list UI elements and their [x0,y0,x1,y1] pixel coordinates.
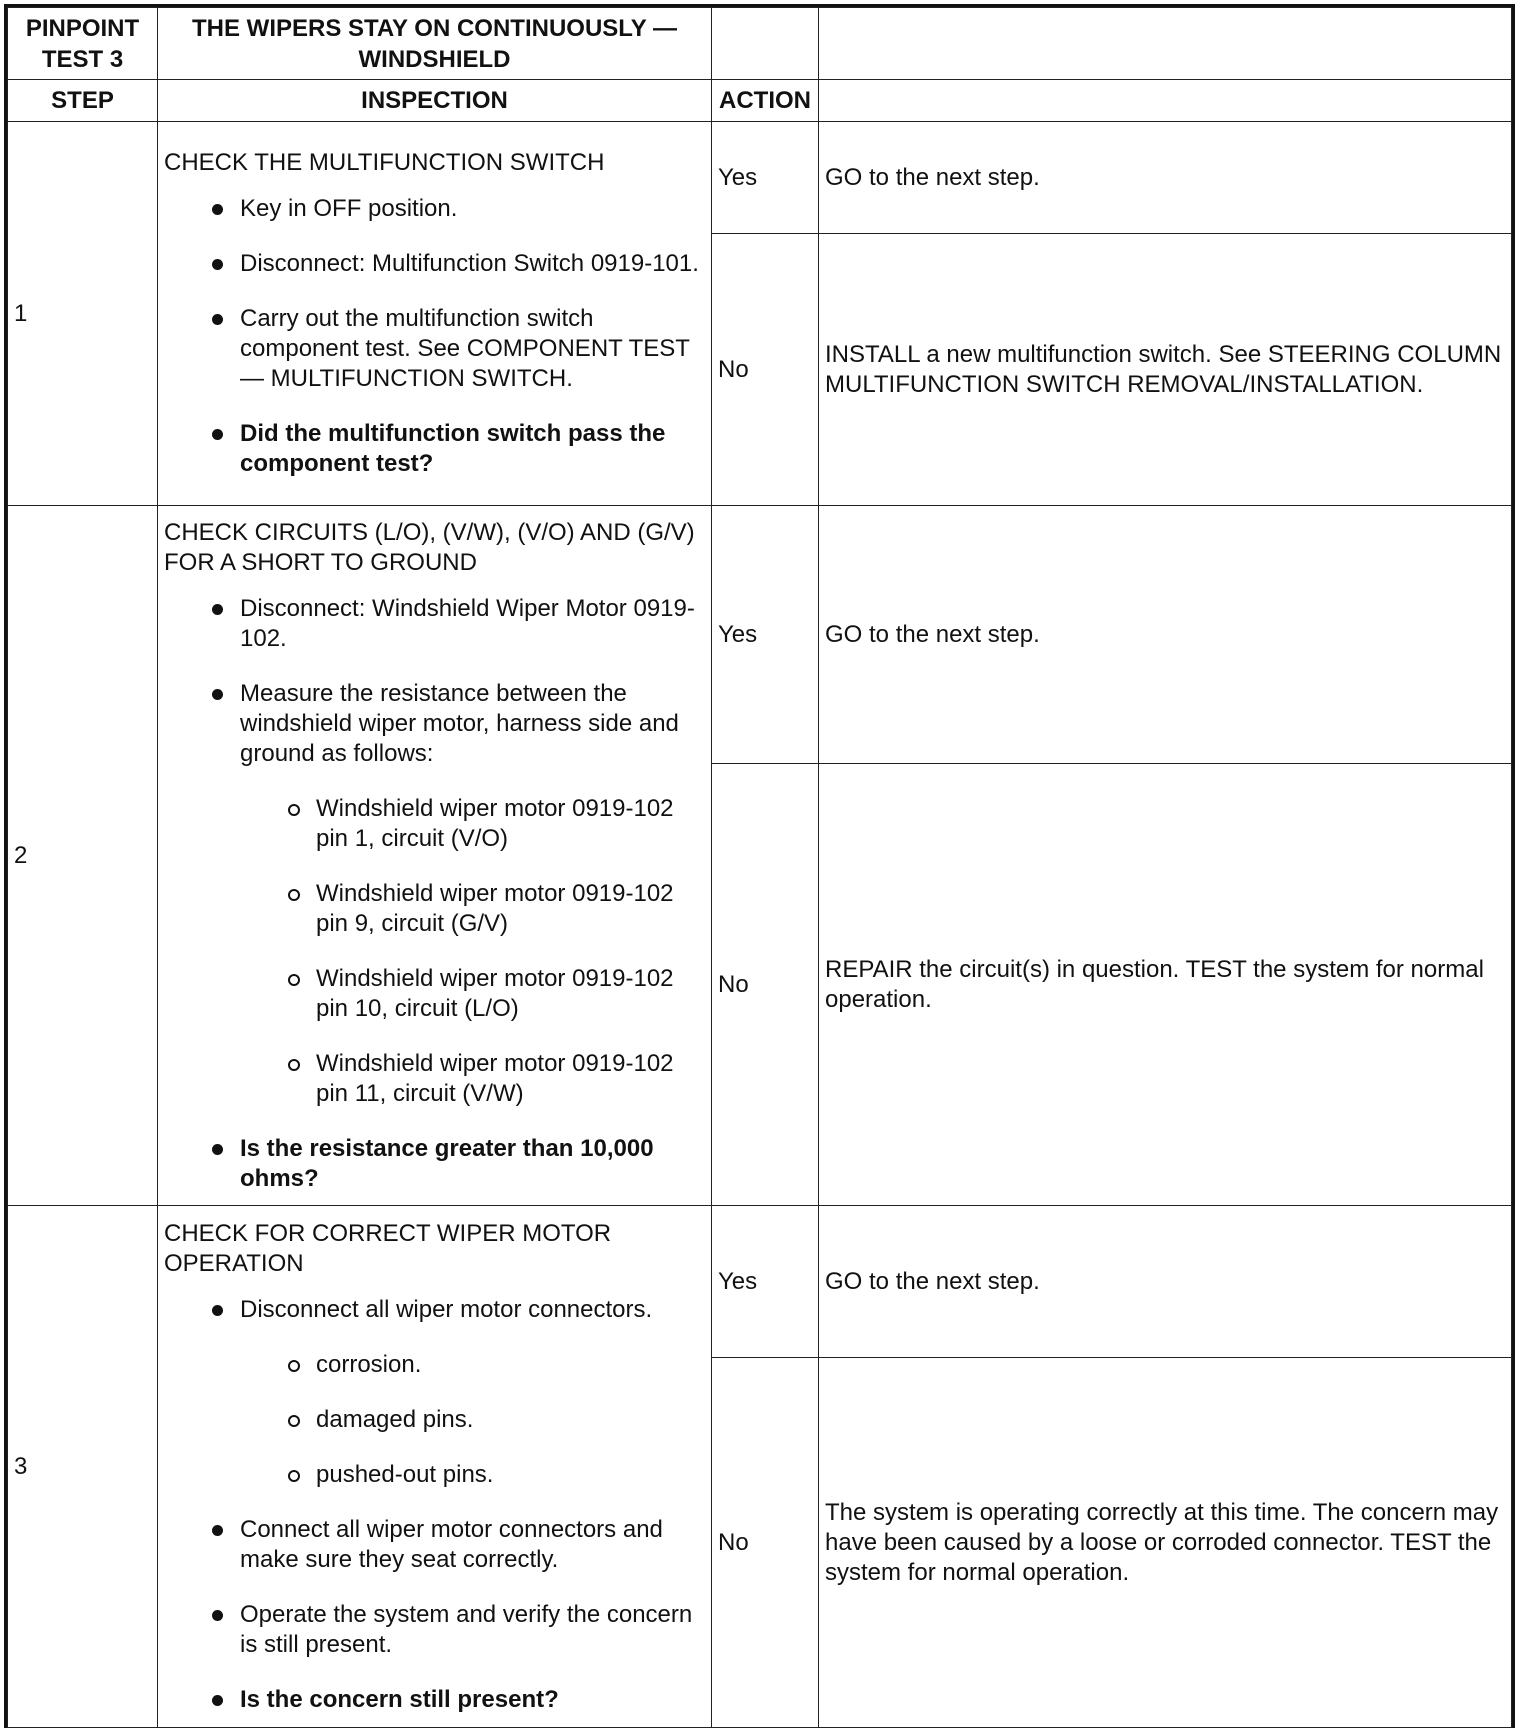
pinpoint-test-table [7,7,1512,1728]
yes-label: Yes [712,506,819,764]
no-label: No [712,764,819,1206]
yes-action: GO to the next step. [819,122,1512,234]
step-1-yes-row [8,122,1512,234]
step-3-inspection [158,1206,712,1728]
sub-bullet-item: corrosion. [164,1350,705,1380]
col-action-header: ACTION [712,80,819,122]
bullet-item: Disconnect: Multifunction Switch 0919-101. [164,249,705,279]
bullet-item: Carry out the multifunction switch component test. See COMPONENT TEST — MULTIFUNCTION SWITCH. [164,304,705,394]
bullet-item: Operate the system and verify the concern is still present. [164,1600,705,1660]
sub-bullet-item: pushed-out pins. [164,1460,705,1490]
no-action: The system is operating correctly at this time. The concern may have been caused by a loose or corroded connector. TEST the system for normal operation. [819,1358,1512,1728]
sub-bullet-item: damaged pins. [164,1405,705,1435]
step-3-yes-row [8,1206,1512,1358]
test-title-text: THE WIPERS STAY ON CONTINUOUSLY — WINDSHIELD [192,14,677,73]
step-1-inspection [158,122,712,506]
col-result-header [819,80,1512,122]
step-2-yes-row [8,506,1512,764]
column-header-row [8,80,1512,122]
yes-label: Yes [712,1206,819,1358]
step-heading: CHECK THE MULTIFUNCTION SWITCH [164,149,605,176]
step-heading: CHECK FOR CORRECT WIPER MOTOR OPERATION [164,1219,612,1277]
step-number: 1 [8,122,158,506]
step-heading: CHECK CIRCUITS (L/O), (V/W), (V/O) AND (G/V) FOR A SHORT TO GROUND [164,518,695,576]
step-number: 2 [8,506,158,1206]
bullet-list [164,194,705,479]
question-item: Did the multifunction switch pass the component test? [164,419,705,479]
bullet-item: Disconnect: Windshield Wiper Motor 0919-102. [164,594,705,654]
bullet-item: Connect all wiper motor connectors and make sure they seat correctly. [164,1515,705,1575]
no-label: No [712,1358,819,1728]
bullet-item: Disconnect all wiper motor connectors. [164,1295,705,1325]
question-list [164,1134,705,1194]
no-action: INSTALL a new multifunction switch. See STEERING COLUMN MULTIFUNCTION SWITCH REMOVAL/INSTALLATION. [819,234,1512,506]
title-empty-result [819,8,1512,80]
sub-bullet-item: Windshield wiper motor 0919-102 pin 10, circuit (L/O) [164,964,705,1024]
test-title [158,8,712,80]
sub-bullet-item: Windshield wiper motor 0919-102 pin 11, circuit (V/W) [164,1049,705,1109]
bullet-list [164,1295,705,1325]
sub-bullet-item: Windshield wiper motor 0919-102 pin 9, circuit (G/V) [164,879,705,939]
bullet-item: Measure the resistance between the windshield wiper motor, harness side and ground as follows: [164,679,705,769]
question-item: Is the concern still present? [164,1685,705,1715]
yes-action: GO to the next step. [819,506,1512,764]
step-2-inspection [158,506,712,1206]
bullet-item: Key in OFF position. [164,194,705,224]
title-row [8,8,1512,80]
yes-label: Yes [712,122,819,234]
question-item: Is the resistance greater than 10,000 ohms? [164,1134,705,1194]
title-empty-action [712,8,819,80]
sub-bullet-list [164,794,705,1109]
bullet-list [164,1515,705,1715]
yes-action: GO to the next step. [819,1206,1512,1358]
no-action: REPAIR the circuit(s) in question. TEST the system for normal operation. [819,764,1512,1206]
sub-bullet-item: Windshield wiper motor 0919-102 pin 1, circuit (V/O) [164,794,705,854]
bullet-list [164,594,705,769]
step-number: 3 [8,1206,158,1728]
no-label: No [712,234,819,506]
col-inspection-header: INSPECTION [158,80,712,122]
pinpoint-label [8,8,158,80]
col-step-header: STEP [8,80,158,122]
pinpoint-text: PINPOINT TEST 3 [25,14,140,73]
sub-bullet-list [164,1350,705,1490]
